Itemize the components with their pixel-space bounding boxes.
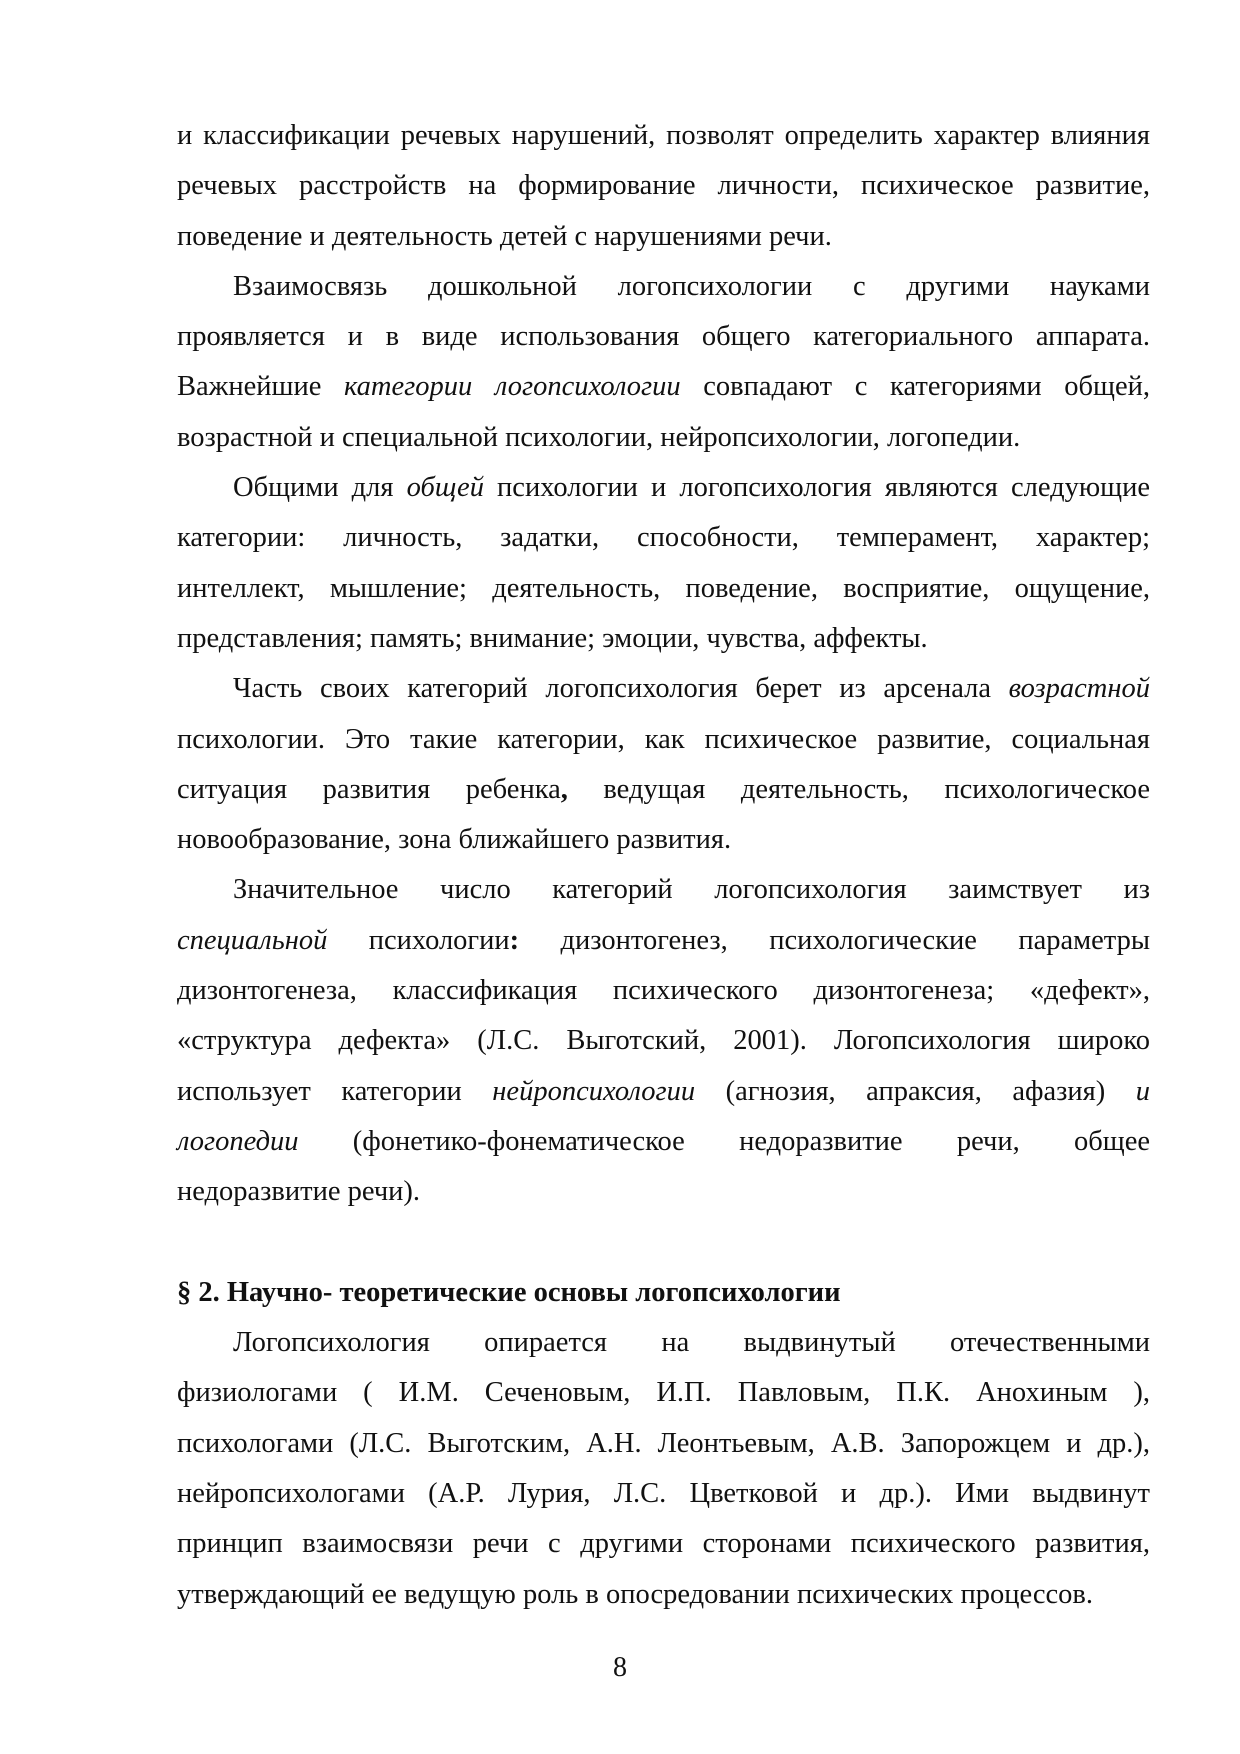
text-line bbox=[177, 1318, 1150, 1368]
text-segment: (фонетико-фонематическое недоразвитие речи, общее bbox=[298, 1125, 1150, 1157]
text-segment: возрастной и специальной психологии, нейропсихологии, логопедии. bbox=[177, 421, 1021, 453]
text-segment: Взаимосвязь дошкольной логопсихологии с другими науками bbox=[233, 270, 1150, 302]
text-line bbox=[177, 765, 1150, 815]
text-segment: новообразование, зона ближайшего развития. bbox=[177, 824, 732, 856]
text-line bbox=[177, 916, 1150, 966]
text-line bbox=[177, 1469, 1150, 1519]
text-segment: психологии. Это такие категории, как психическое развитие, социальная bbox=[177, 723, 1150, 755]
text-segment: «структура дефекта» (Л.С. Выготский, 2001). Логопсихология широко bbox=[177, 1025, 1150, 1057]
text-segment: интеллект, мышление; деятельность, поведение, восприятие, ощущение, bbox=[177, 572, 1150, 604]
text-segment: нейропсихологами (А.Р. Лурия, Л.С. Цветковой и др.). Ими выдвинут bbox=[177, 1478, 1150, 1510]
text-line bbox=[177, 1117, 1150, 1167]
text-line bbox=[177, 413, 1150, 463]
text-segment: психологии и логопсихология являются следующие bbox=[483, 472, 1151, 504]
text-line bbox=[177, 362, 1150, 412]
text-segment: категории: личность, задатки, способности, темперамент, характер; bbox=[177, 522, 1150, 554]
text-segment: § 2. Научно- теоретические основы логопсихологии bbox=[177, 1276, 841, 1308]
text-segment: : bbox=[509, 924, 520, 956]
text-line bbox=[177, 463, 1150, 513]
text-line bbox=[177, 212, 1150, 262]
text-segment: представления; память; внимание; эмоции, чувства, аффекты. bbox=[177, 622, 928, 654]
italic-term: категории логопсихологии bbox=[344, 371, 681, 403]
text-line bbox=[177, 513, 1150, 563]
text-segment: Значительное число категорий логопсихология заимствует из bbox=[233, 874, 1150, 906]
text-line bbox=[177, 161, 1150, 211]
text-segment: физиологами ( И.М. Сеченовым, И.П. Павловым, П.К. Анохиным ), bbox=[177, 1377, 1150, 1409]
italic-term: специальной bbox=[177, 924, 328, 956]
text-line bbox=[177, 1519, 1150, 1569]
text-line bbox=[177, 111, 1150, 161]
text-line bbox=[177, 1419, 1150, 1469]
italic-term: возрастной bbox=[1008, 673, 1150, 705]
text-segment: психологами (Л.С. Выготским, А.Н. Леонтьевым, А.В. Запорожцем и др.), bbox=[177, 1427, 1150, 1459]
text-segment: поведение и деятельность детей с нарушениями речи. bbox=[177, 220, 832, 252]
text-segment: психологии bbox=[327, 924, 510, 956]
text-segment: недоразвитие речи). bbox=[177, 1176, 421, 1208]
blank-line bbox=[177, 1218, 1150, 1268]
text-line bbox=[177, 614, 1150, 664]
text-segment: дизонтогенез, психологические параметры bbox=[519, 924, 1151, 956]
text-line bbox=[177, 312, 1150, 362]
text-segment: ведущая деятельность, психологическое bbox=[567, 773, 1150, 805]
text-segment: Общими для bbox=[233, 472, 407, 504]
text-segment: проявляется и в виде использования общего категориального аппарата. bbox=[177, 321, 1150, 353]
text-segment: дизонтогенеза, классификация психического дизонтогенеза; «дефект», bbox=[177, 975, 1150, 1007]
section-heading bbox=[177, 1268, 1150, 1318]
italic-term: и bbox=[1135, 1075, 1150, 1107]
text-segment: совпадают с категориями общей, bbox=[680, 371, 1150, 403]
italic-term: нейропсихологии bbox=[492, 1075, 696, 1107]
text-segment: (агнозия, апраксия, афазия) bbox=[695, 1075, 1136, 1107]
text-line bbox=[177, 1016, 1150, 1066]
text-segment: использует категории bbox=[177, 1075, 493, 1107]
text-line bbox=[177, 262, 1150, 312]
text-segment: Важнейшие bbox=[177, 371, 345, 403]
text-segment: утверждающий ее ведущую роль в опосредовании психических процессов. bbox=[177, 1578, 1093, 1610]
text-segment: и классификации речевых нарушений, позволят определить характер влияния bbox=[177, 120, 1150, 151]
text-segment: ситуация развития ребенка bbox=[177, 773, 561, 805]
text-line bbox=[177, 966, 1150, 1016]
italic-term: общей bbox=[406, 472, 484, 504]
text-line bbox=[177, 815, 1150, 865]
text-line bbox=[177, 1368, 1150, 1418]
text-segment: Логопсихология опирается на выдвинутый отечественными bbox=[233, 1327, 1150, 1359]
text-line bbox=[177, 1067, 1150, 1117]
text-line bbox=[177, 715, 1150, 765]
text-line bbox=[177, 865, 1150, 915]
page-number: 8 bbox=[613, 1652, 627, 1683]
text-line bbox=[177, 1167, 1150, 1217]
text-segment: Часть своих категорий логопсихология берет из арсенала bbox=[233, 673, 1009, 705]
text-segment: , bbox=[560, 773, 568, 805]
italic-term: логопедии bbox=[177, 1125, 299, 1157]
text-segment: принцип взаимосвязи речи с другими сторонами психического развития, bbox=[177, 1528, 1150, 1560]
text-line bbox=[177, 1570, 1150, 1620]
text-line bbox=[177, 564, 1150, 614]
document-body bbox=[177, 111, 1150, 1620]
text-segment: речевых расстройств на формирование личности, психическое развитие, bbox=[177, 170, 1150, 202]
text-line bbox=[177, 664, 1150, 714]
